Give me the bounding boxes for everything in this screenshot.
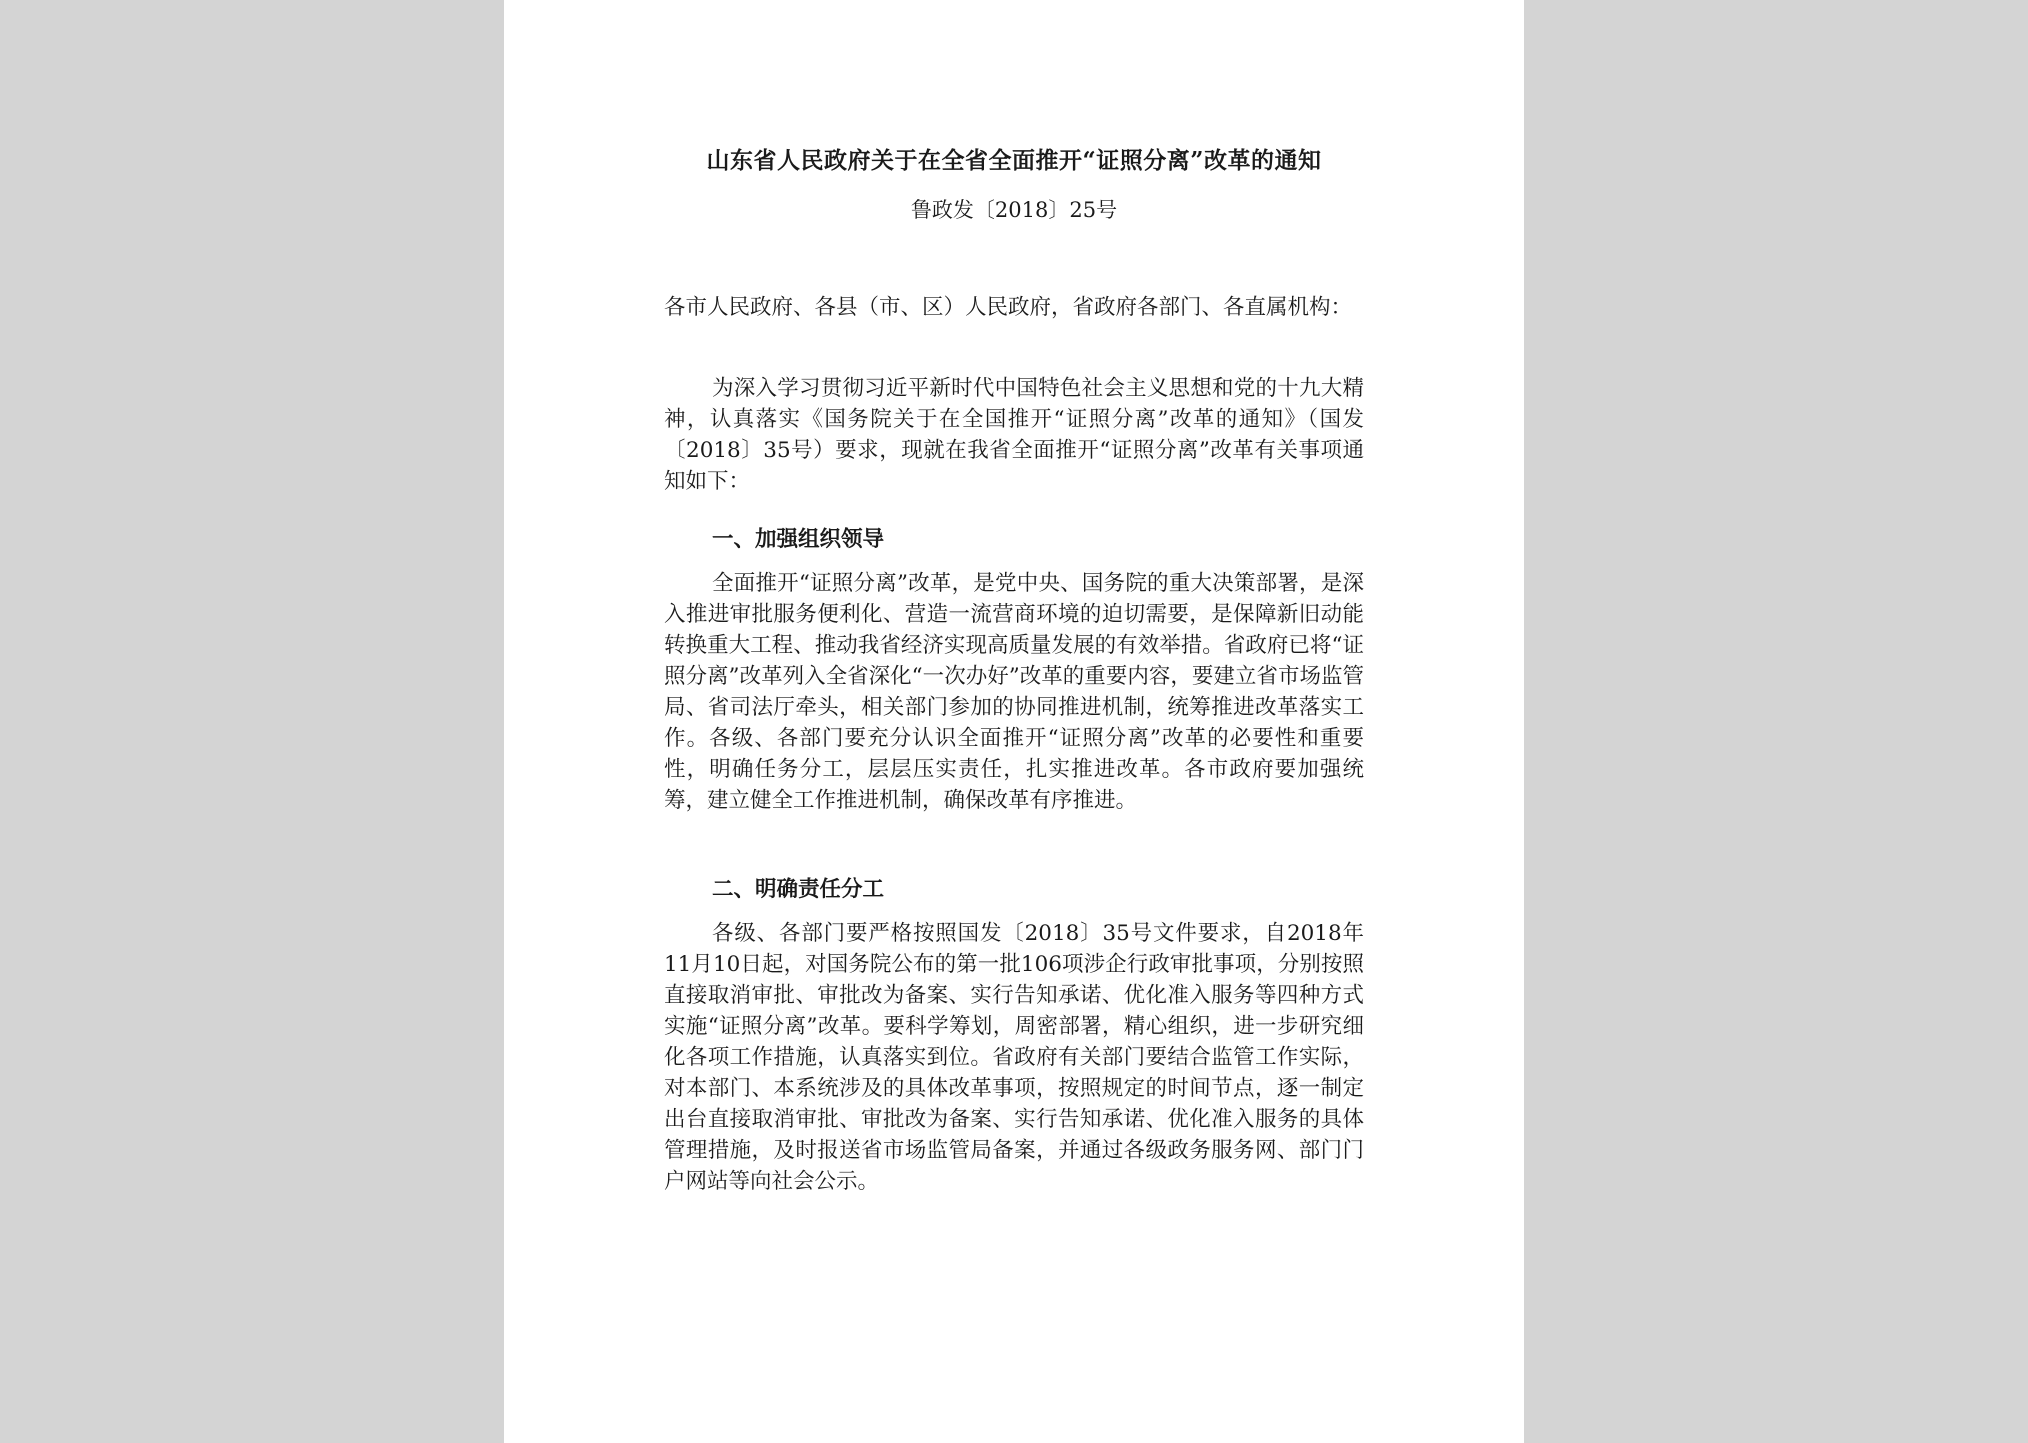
section-heading-2: 二、明确责任分工 — [712, 877, 885, 902]
document-number: 鲁政发〔2018〕25号 — [910, 198, 1118, 222]
section-paragraph-2: 各级、各部门要严格按照国发〔2018〕35号文件要求，自2018年11月10日起，对国务院公布的第一批106项涉企行政审批事项，分别按照直接取消审批、审批改为备案、实行告知承诺、优化准入服务等四种方式实施“证照分离”改革。要科学筹划，周密部署，精心组织，进一步研究细化各项工作措施，认真落实到位。省政府有关部门要结合监管工作实际，对本部门、本系统涉及的具体改革事项，按照规定的时间节点，逐一制定出台直接取消审批、审批改为备案、实行告知承诺、优化准入服务的具体管理措施，及时报送省市场监管局备案，并通过各级政务服务网、部门门户网站等向社会公示。 — [664, 921, 1364, 1194]
intro-paragraph: 为深入学习贯彻习近平新时代中国特色社会主义思想和党的十九大精神，认真落实《国务院关于在全国推开“证照分离”改革的通知》（国发〔2018〕35号）要求，现就在我省全面推开“证照分离”改革有关事项通知如下： — [664, 376, 1364, 494]
document-page — [504, 0, 1524, 1443]
document-title: 山东省人民政府关于在全省全面推开“证照分离”改革的通知 — [706, 147, 1322, 174]
addressee: 各市人民政府、各县（市、区）人民政府，省政府各部门、各直属机构： — [664, 295, 1353, 320]
section-heading-1: 一、加强组织领导 — [712, 527, 885, 552]
section-paragraph-1: 全面推开“证照分离”改革，是党中央、国务院的重大决策部署，是深入推进审批服务便利化、营造一流营商环境的迫切需要，是保障新旧动能转换重大工程、推动我省经济实现高质量发展的有效举措。省政府已将“证照分离”改革列入全省深化“一次办好”改革的重要内容，要建立省市场监管局、省司法厅牵头，相关部门参加的协同推进机制，统筹推进改革落实工作。各级、各部门要充分认识全面推开“证照分离”改革的必要性和重要性，明确任务分工，层层压实责任，扎实推进改革。各市政府要加强统筹，建立健全工作推进机制，确保改革有序推进。 — [664, 571, 1364, 813]
